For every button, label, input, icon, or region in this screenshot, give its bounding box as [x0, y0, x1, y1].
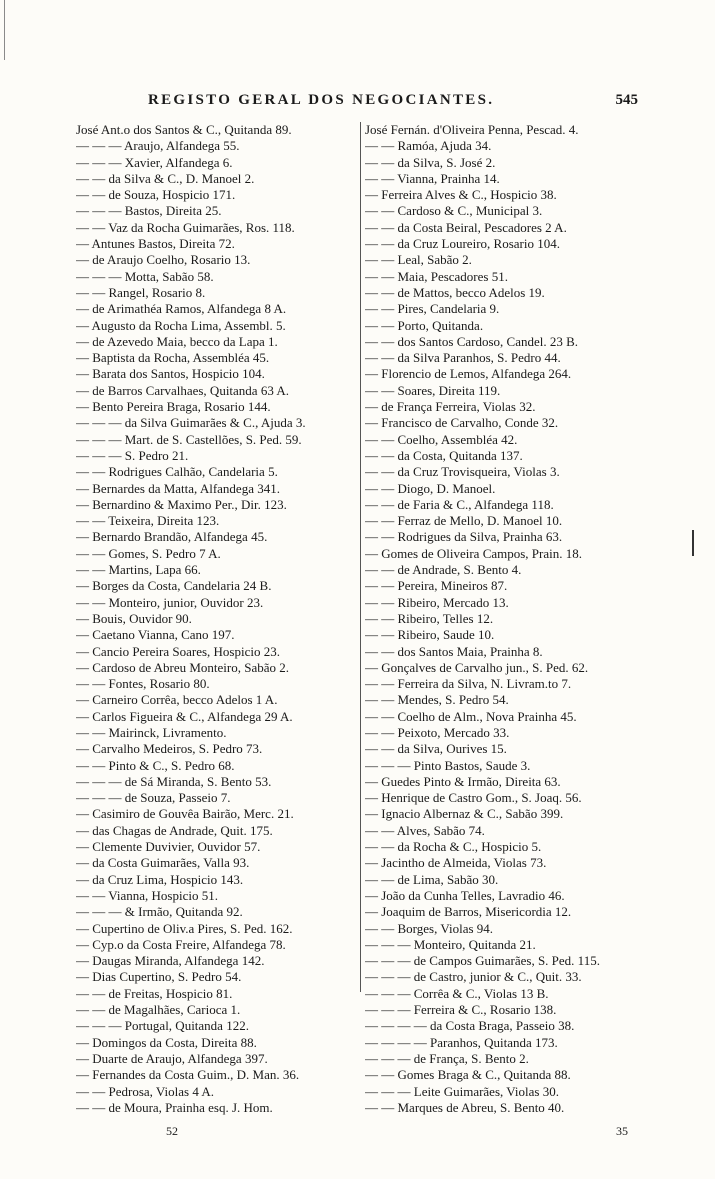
- directory-entry: — — Rangel, Rosario 8.: [76, 284, 206, 300]
- directory-entry: — Gomes de Oliveira Campos, Prain. 18.: [365, 545, 582, 561]
- directory-entry: — Henrique de Castro Gom., S. Joaq. 56.: [365, 790, 582, 806]
- directory-entry: — — Vianna, Prainha 14.: [365, 170, 500, 186]
- directory-entry: — — de Souza, Hospicio 171.: [76, 187, 236, 203]
- directory-entry: — — da Cruz Trovisqueira, Violas 3.: [365, 464, 560, 480]
- directory-entry: — — — Araujo, Alfandega 55.: [76, 138, 240, 154]
- directory-entry: — — Ramóa, Ajuda 34.: [365, 138, 492, 154]
- directory-entry: José Fernán. d'Oliveira Penna, Pescad. 4.: [365, 122, 579, 137]
- directory-entry: — — da Silva Paranhos, S. Pedro 44.: [365, 350, 561, 366]
- directory-entry: — — dos Santos Cardoso, Candel. 23 B.: [365, 333, 579, 349]
- directory-entry: — — Gomes, S. Pedro 7 A.: [76, 545, 221, 561]
- directory-entry: — Domingos da Costa, Direita 88.: [76, 1034, 257, 1050]
- directory-entry: — — da Silva & C., D. Manoel 2.: [76, 170, 255, 186]
- directory-entry: — de Araujo Coelho, Rosario 13.: [76, 252, 251, 268]
- directory-entry: — — de Freitas, Hospicio 81.: [76, 985, 233, 1001]
- directory-entry: — — Cardoso & C., Municipal 3.: [365, 203, 543, 219]
- directory-entry: — Baptista da Rocha, Assembléa 45.: [76, 350, 270, 366]
- directory-entry: — — — de França, S. Bento 2.: [365, 1050, 529, 1066]
- directory-entry: — — da Silva, Ourives 15.: [365, 741, 507, 757]
- directory-entry: — — — Leite Guimarães, Violas 30.: [365, 1083, 559, 1099]
- directory-entry: — — Borges, Violas 94.: [365, 920, 494, 936]
- directory-entry: — Florencio de Lemos, Alfandega 264.: [365, 366, 572, 382]
- directory-entry: — das Chagas de Andrade, Quit. 175.: [76, 822, 273, 838]
- directory-entry: — Caetano Vianna, Cano 197.: [76, 627, 235, 643]
- directory-entry: — Ignacio Albernaz & C., Sabão 399.: [365, 806, 564, 822]
- directory-entry: — Francisco de Carvalho, Conde 32.: [365, 415, 559, 431]
- directory-entry: — — de Mattos, becco Adelos 19.: [365, 284, 545, 300]
- directory-entry: — — — de Campos Guimarães, S. Ped. 115.: [365, 953, 600, 969]
- directory-entry: — — Diogo, D. Manoel.: [365, 480, 496, 496]
- directory-entry: — — Ribeiro, Saude 10.: [365, 627, 495, 643]
- directory-entry: — — da Silva, S. José 2.: [365, 154, 496, 170]
- directory-entry: — Duarte de Araujo, Alfandega 397.: [76, 1050, 268, 1066]
- directory-entry: — Cardoso de Abreu Monteiro, Sabão 2.: [76, 659, 290, 675]
- directory-entry: — — — de Castro, junior & C., Quit. 33.: [365, 969, 582, 985]
- directory-entry: — Bernardo Brandão, Alfandega 45.: [76, 529, 268, 545]
- directory-entry: — Casimiro de Gouvêa Bairão, Merc. 21.: [76, 806, 294, 822]
- directory-entry: — — da Costa Beiral, Pescadores 2 A.: [365, 219, 567, 235]
- directory-entry: — — — Portugal, Quitanda 122.: [76, 1018, 249, 1034]
- directory-entry: — — Pinto & C., S. Pedro 68.: [76, 757, 235, 773]
- directory-entry: — — — Motta, Sabão 58.: [76, 268, 214, 284]
- directory-entry: — — Pedrosa, Violas 4 A.: [76, 1083, 215, 1099]
- directory-entry: — Carneiro Corrêa, becco Adelos 1 A.: [76, 692, 278, 708]
- directory-entry: — da Cruz Lima, Hospicio 143.: [76, 871, 244, 887]
- directory-entry: — Barata dos Santos, Hospicio 104.: [76, 366, 265, 382]
- directory-entry: — — Gomes Braga & C., Quitanda 88.: [365, 1067, 571, 1083]
- directory-entry: — — — Corrêa & C., Violas 13 B.: [365, 985, 549, 1001]
- directory-entry: — — — Ferreira & C., Rosario 138.: [365, 1002, 557, 1018]
- directory-entry: — — Ribeiro, Mercado 13.: [365, 594, 509, 610]
- directory-entry: — — Monteiro, junior, Ouvidor 23.: [76, 594, 264, 610]
- directory-entry: — — Peixoto, Mercado 33.: [365, 724, 510, 740]
- directory-entry: — Gonçalves de Carvalho jun., S. Ped. 62.: [365, 659, 589, 675]
- directory-entry: — — de Andrade, S. Bento 4.: [365, 562, 522, 578]
- margin-mark: [692, 530, 694, 556]
- directory-entry: — — Mendes, S. Pedro 54.: [365, 692, 509, 708]
- page-number: 545: [615, 92, 638, 108]
- directory-entry: — — de Faria & C., Alfandega 118.: [365, 496, 554, 512]
- directory-entry: — — — de Souza, Passeio 7.: [76, 790, 231, 806]
- directory-entry: — — — S. Pedro 21.: [76, 447, 189, 463]
- directory-entry: — — Soares, Direita 119.: [365, 382, 501, 398]
- directory-entry: — Joaquim de Barros, Misericordia 12.: [365, 904, 572, 920]
- directory-entry: — — da Cruz Loureiro, Rosario 104.: [365, 236, 560, 252]
- directory-entry: — João da Cunha Telles, Lavradio 46.: [365, 887, 565, 903]
- directory-entry: — Antunes Bastos, Direita 72.: [76, 236, 235, 252]
- directory-entry: — — Maia, Pescadores 51.: [365, 268, 508, 284]
- left-column: [76, 122, 360, 1117]
- signature-mark-right: 35: [616, 1124, 628, 1138]
- directory-entry: — — Vianna, Hospicio 51.: [76, 887, 218, 903]
- directory-columns: [76, 122, 656, 1117]
- directory-entry: — — — da Silva Guimarães & C., Ajuda 3.: [76, 415, 306, 431]
- directory-entry: — — Martins, Lapa 66.: [76, 562, 201, 578]
- directory-entry: — Borges da Costa, Candelaria 24 B.: [76, 578, 272, 594]
- directory-entry: — — — de Sá Miranda, S. Bento 53.: [76, 773, 272, 789]
- page-header: [148, 92, 638, 112]
- directory-entry: — Clemente Duvivier, Ouvidor 57.: [76, 839, 261, 855]
- directory-entry: — Augusto da Rocha Lima, Assembl. 5.: [76, 317, 286, 333]
- directory-entry: — Cupertino de Oliv.a Pires, S. Ped. 162.: [76, 920, 293, 936]
- directory-entry: — — de Lima, Sabão 30.: [365, 871, 499, 887]
- directory-entry: — — Pires, Candelaria 9.: [365, 301, 500, 317]
- directory-entry: José Ant.o dos Santos & C., Quitanda 89.: [76, 122, 292, 137]
- directory-entry: — — — — Paranhos, Quitanda 173.: [365, 1034, 558, 1050]
- directory-entry: — de Barros Carvalhaes, Quitanda 63 A.: [76, 382, 290, 398]
- directory-entry: — Ferreira Alves & C., Hospicio 38.: [365, 187, 557, 203]
- directory-entry: — — Leal, Sabão 2.: [365, 252, 472, 268]
- directory-entry: — de Azevedo Maia, becco da Lapa 1.: [76, 333, 278, 349]
- directory-entry: — de Arimathéa Ramos, Alfandega 8 A.: [76, 301, 287, 317]
- directory-entry: — Bouis, Ouvidor 90.: [76, 610, 192, 626]
- signature-mark-left: 52: [166, 1124, 178, 1138]
- directory-entry: — — de Moura, Prainha esq. J. Hom.: [76, 1099, 273, 1115]
- directory-entry: — — Rodrigues Calhão, Candelaria 5.: [76, 464, 278, 480]
- right-column: [365, 122, 656, 1117]
- directory-entry: — Guedes Pinto & Irmão, Direita 63.: [365, 773, 561, 789]
- directory-entry: — Bernardino & Maximo Per., Dir. 123.: [76, 496, 287, 512]
- column-divider: [360, 122, 361, 992]
- directory-entry: — — — Monteiro, Quitanda 21.: [365, 936, 536, 952]
- directory-entry: — de França Ferreira, Violas 32.: [365, 399, 536, 415]
- directory-entry: — — Teixeira, Direita 123.: [76, 513, 220, 529]
- directory-entry: — Cancio Pereira Soares, Hospicio 23.: [76, 643, 280, 659]
- directory-entry: — Bernardes da Matta, Alfandega 341.: [76, 480, 280, 496]
- directory-entry: — Carvalho Medeiros, S. Pedro 73.: [76, 741, 263, 757]
- directory-entry: — — da Rocha & C., Hospicio 5.: [365, 839, 542, 855]
- directory-entry: — — — — da Costa Braga, Passeio 38.: [365, 1018, 575, 1034]
- directory-entry: — Jacintho de Almeida, Violas 73.: [365, 855, 547, 871]
- page-edge-mark: [4, 0, 7, 60]
- directory-entry: — — Mairinck, Livramento.: [76, 724, 227, 740]
- directory-entry: — Carlos Figueira & C., Alfandega 29 A.: [76, 708, 293, 724]
- directory-entry: — — Rodrigues da Silva, Prainha 63.: [365, 529, 563, 545]
- directory-entry: — Daugas Miranda, Alfandega 142.: [76, 953, 265, 969]
- directory-entry: — — Coelho de Alm., Nova Prainha 45.: [365, 708, 577, 724]
- directory-entry: — — Coelho, Assembléa 42.: [365, 431, 518, 447]
- running-title: REGISTO GERAL DOS NEGOCIANTES.: [148, 92, 495, 108]
- directory-entry: — — Alves, Sabão 74.: [365, 822, 485, 838]
- page-footer: [0, 1124, 715, 1142]
- directory-entry: — Dias Cupertino, S. Pedro 54.: [76, 969, 242, 985]
- directory-entry: — Fernandes da Costa Guim., D. Man. 36.: [76, 1067, 300, 1083]
- directory-entry: — — Marques de Abreu, S. Bento 40.: [365, 1099, 565, 1115]
- directory-entry: — — Ferraz de Mello, D. Manoel 10.: [365, 513, 563, 529]
- directory-entry: — — — & Irmão, Quitanda 92.: [76, 904, 243, 920]
- directory-entry: — — da Costa, Quitanda 137.: [365, 447, 523, 463]
- directory-entry: — Cyp.o da Costa Freire, Alfandega 78.: [76, 936, 286, 952]
- directory-entry: — da Costa Guimarães, Valla 93.: [76, 855, 250, 871]
- directory-entry: — — — Bastos, Direita 25.: [76, 203, 222, 219]
- directory-entry: — — Ribeiro, Telles 12.: [365, 610, 494, 626]
- directory-entry: — — Pereira, Mineiros 87.: [365, 578, 508, 594]
- directory-entry: — — de Magalhães, Carioca 1.: [76, 1002, 241, 1018]
- directory-entry: — — Ferreira da Silva, N. Livram.to 7.: [365, 676, 572, 692]
- directory-entry: — — — Mart. de S. Castellões, S. Ped. 59.: [76, 431, 302, 447]
- directory-entry: — — Fontes, Rosario 80.: [76, 676, 210, 692]
- directory-entry: — — Porto, Quitanda.: [365, 317, 484, 333]
- directory-entry: — Bento Pereira Braga, Rosario 144.: [76, 399, 271, 415]
- directory-entry: — — — Pinto Bastos, Saude 3.: [365, 757, 531, 773]
- directory-entry: — — — Xavier, Alfandega 6.: [76, 154, 233, 170]
- directory-entry: — — Vaz da Rocha Guimarães, Ros. 118.: [76, 219, 295, 235]
- directory-entry: — — dos Santos Maia, Prainha 8.: [365, 643, 543, 659]
